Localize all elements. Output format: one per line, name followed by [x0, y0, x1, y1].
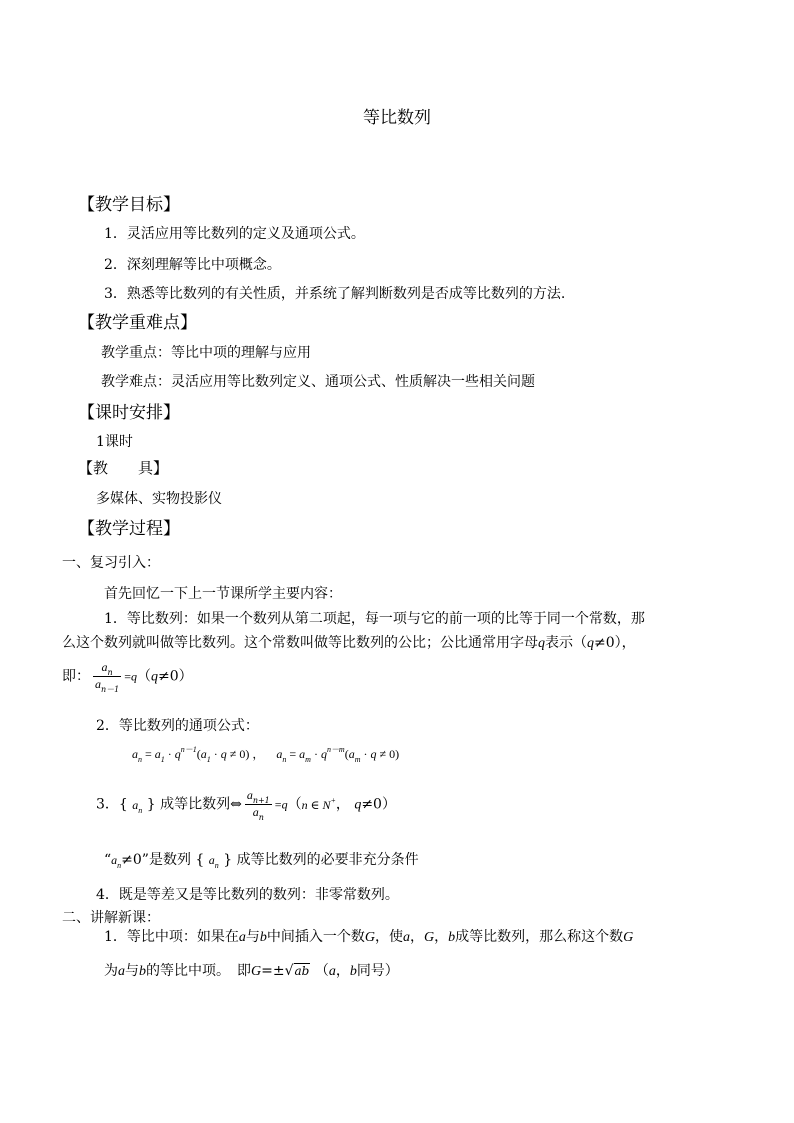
condition-fraction: $\frac{a_{n+1}}{a_n}$ [246, 788, 270, 822]
difficult-point-item: 教学难点：灵活应用等比数列定义、通项公式、性质解决一些相关问题 [101, 374, 535, 390]
goal-item-2: 2．深刻理解等比中项概念。 [104, 257, 281, 273]
ratio-fraction: $\frac{a_n}{a_{n-1}}$ [95, 660, 120, 694]
var-q: q [587, 636, 594, 651]
part1-heading: 一、复习引入： [62, 555, 160, 571]
var-a: a [238, 930, 246, 945]
ratio-formula: 即： $\frac{a_n}{a_{n-1}}$ =q（q≠0） [62, 660, 193, 694]
general-term-formula: $a_n = a_1 \cdot q^{n-1}(a_1 \cdot q \ne 0)$ ， $a_n = a_m \cdot q^{n-m}(a_m \cdot q \ne 0)$ [132, 745, 400, 764]
goal-item-1: 1．灵活应用等比数列的定义及通项公式。 [104, 226, 365, 242]
gm2-paren: （ [314, 963, 329, 979]
schedule-text: 1课时 [96, 434, 133, 450]
gm2-text-b: 与 [125, 963, 139, 979]
gm-text-g: 成等比数列，那么称这个数 [455, 929, 624, 945]
gm-text-d: ，使 [375, 929, 404, 945]
note-text-c: } 成等比数列的必要非充分条件 [223, 852, 419, 868]
gm-comma: ， [434, 929, 449, 945]
condition-prefix: 3．{ [96, 796, 128, 813]
radicand: ab [294, 964, 310, 978]
var-b: b [448, 930, 456, 945]
part2-heading: 二、讲解新课： [62, 910, 160, 926]
var-a: a [118, 964, 125, 979]
var-q: q [538, 636, 545, 651]
definition-line-2 [62, 632, 636, 652]
formula-prefix: 即： [62, 668, 90, 685]
geometric-mean-line-1 [104, 926, 633, 946]
var-a: a [328, 964, 336, 979]
plus-minus: =± [261, 963, 285, 979]
var-G: G [424, 930, 435, 945]
gm-text-c: 中间插入一个数 [266, 929, 365, 945]
goal-item-3: 3．熟悉等比数列的有关性质，并系统了解判断数列是否成等比数列的方法. [104, 286, 566, 302]
var-b: b [349, 964, 357, 979]
condition-note: “$a_n\ne 0$”是数列 { $a_n$ } 成等比数列的必要非充分条件 [104, 852, 419, 870]
geometric-mean-line-2 [104, 960, 399, 980]
formula-end: ≠0） [158, 668, 193, 685]
gm2-text-a: 为 [104, 963, 118, 979]
key-point-item: 教学重点：等比中项的理解与应用 [101, 345, 311, 361]
var-G: G [251, 964, 262, 979]
var-G: G [623, 930, 634, 945]
var-b: b [139, 964, 146, 979]
condition-suffix-b: ， [335, 796, 350, 813]
var-a: a [403, 930, 411, 945]
constant-sequence-note: 4．既是等差又是等比数列的数列：非零常数列。 [96, 887, 399, 903]
condition-line: 3．{ $a_n$ } 成等比数列⇔ $\frac{a_{n+1}}{a_n}$ =q（n ∈ N+， q≠0） [96, 788, 396, 822]
gm-text-b: 与 [245, 929, 260, 945]
key-points-heading: 【教学重难点】 [78, 313, 197, 333]
gm2-text-g: 同号） [356, 963, 399, 979]
condition-suffix-c: ≠0） [361, 796, 396, 813]
var-q: q [151, 669, 159, 685]
tools-text: 多媒体、实物投影仪 [96, 491, 222, 507]
goals-heading: 【教学目标】 [78, 195, 180, 215]
gm2-comma: ， [335, 963, 350, 979]
var-b: b [259, 930, 267, 945]
gm-text-a: 1．等比中项：如果在 [104, 929, 239, 945]
gm2-text-c: 的等比中项。 即 [146, 963, 251, 979]
tools-heading: 【教 具】 [78, 459, 169, 477]
general-term-label: 2．等比数列的通项公式： [96, 718, 259, 734]
iff-symbol: ⇔ [230, 796, 242, 813]
note-text-b: ≠0”是数列 { [121, 852, 205, 868]
part1-intro: 首先回忆一下上一节课所学主要内容： [104, 586, 342, 602]
condition-suffix-a: （ [287, 796, 302, 813]
gm-comma: ， [410, 929, 425, 945]
var-q: q [131, 669, 138, 684]
definition-text-a: 么这个数列就叫做等比数列。这个常数叫做等比数列的公比；公比通常用字母 [62, 635, 538, 651]
page-title: 等比数列 [363, 108, 431, 128]
process-heading: 【教学过程】 [78, 519, 180, 539]
condition-mid: } 成等比数列 [146, 796, 231, 813]
schedule-heading: 【课时安排】 [78, 403, 180, 423]
definition-line-1: 1．等比数列：如果一个数列从第二项起，每一项与它的前一项的比等于同一个常数，那 [104, 611, 645, 627]
definition-text-c: ≠0）， [594, 635, 636, 651]
sqrt-ab: √ab [284, 963, 310, 979]
formula-suffix: （ [137, 668, 152, 685]
var-G: G [364, 930, 376, 945]
definition-text-b: 表示（ [545, 635, 587, 651]
note-open-quote: “ [104, 852, 112, 868]
